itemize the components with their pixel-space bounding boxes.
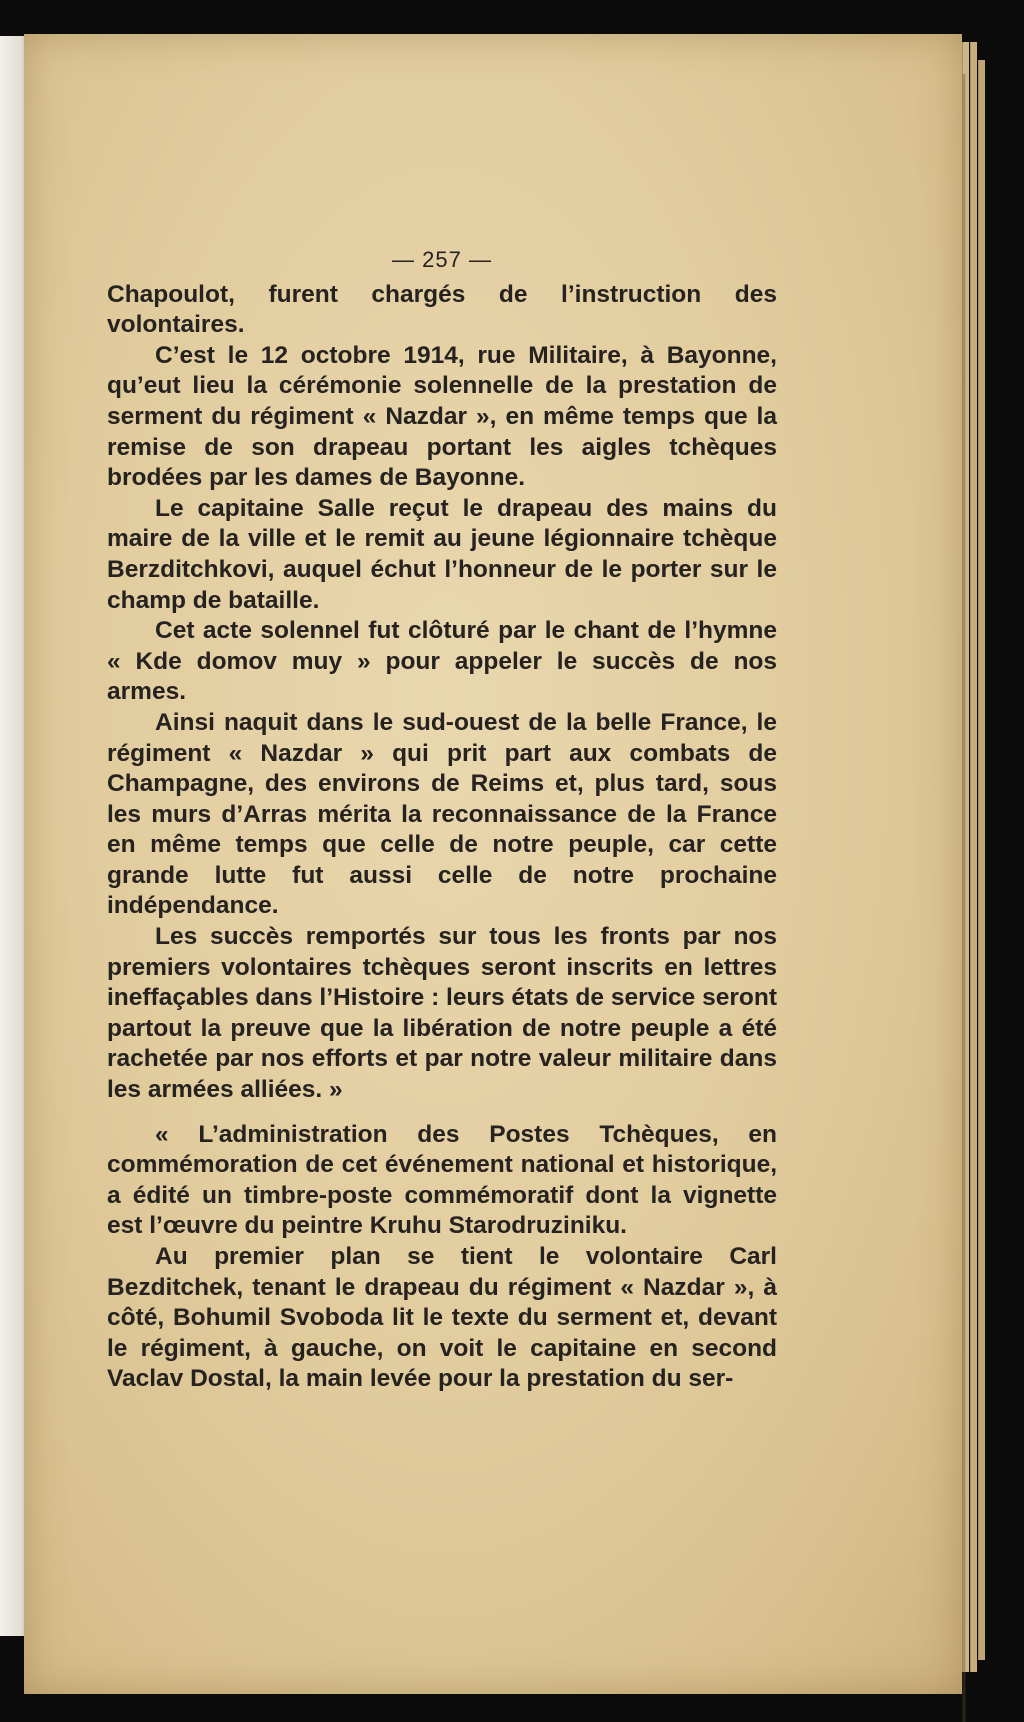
- paragraph: Les succès remportés sur tous les fronts par nos premiers volontaires tchèques seront inscrits en lettres ineffaçables dans l’Histoire : leurs états de service seront partout la preuve que la libération de notre peuple a été rachetée par nos efforts et par notre valeur militaire dans les armées alliées. »: [107, 923, 777, 1104]
- page-fold-shadow: [962, 74, 966, 1722]
- paragraph: Le capitaine Salle reçut le drapeau des mains du maire de la ville et le remit au jeune légionnaire tchèque Berzditchkovi, auquel échut l’honneur de le porter sur le champ de bataille.: [107, 494, 777, 614]
- paragraph: Ainsi naquit dans le sud-ouest de la belle France, le régiment « Nazdar » qui prit part aux combats de Champagne, des environs de Reims et, plus tard, sous les murs d’Arras mérita la reconnaissance de la France en même temps que celle de notre peuple, car cette grande lutte fut aussi celle de notre prochaine indépendance.: [107, 708, 777, 920]
- paragraph: Au premier plan se tient le volontaire Carl Bezditchek, tenant le drapeau du régiment « Nazdar », à côté, Bohumil Svoboda lit le texte du serment et, devant le régiment, à gauche, on voit le capitaine en second Vaclav Dostal, la main levée pour la prestation du ser-: [107, 1243, 777, 1393]
- paragraph: Chapoulot, furent chargés de l’instruction des volontaires.: [107, 280, 777, 339]
- page-text-block: [107, 245, 777, 1395]
- page-stack-edge: [978, 60, 985, 1660]
- paragraph: Cet acte solennel fut clôturé par le chant de l’hymne « Kde domov muy » pour appeler le succès de nos armes.: [107, 617, 777, 706]
- paragraph: « L’administration des Postes Tchèques, en commémoration de cet événement national et historique, a édité un timbre-poste commémoratif dont la vignette est l’œuvre du peintre Kruhu Starodruziniku.: [107, 1120, 777, 1240]
- page-stack-edge: [970, 42, 977, 1672]
- page-number: — 257 —: [392, 247, 492, 272]
- paragraph: C’est le 12 octobre 1914, rue Militaire, à Bayonne, qu’eut lieu la cérémonie solennelle de la prestation de serment du régiment « Nazdar », en même temps que la remise de son drapeau portant les aigles tchèques brodées par les dames de Bayonne.: [107, 341, 777, 492]
